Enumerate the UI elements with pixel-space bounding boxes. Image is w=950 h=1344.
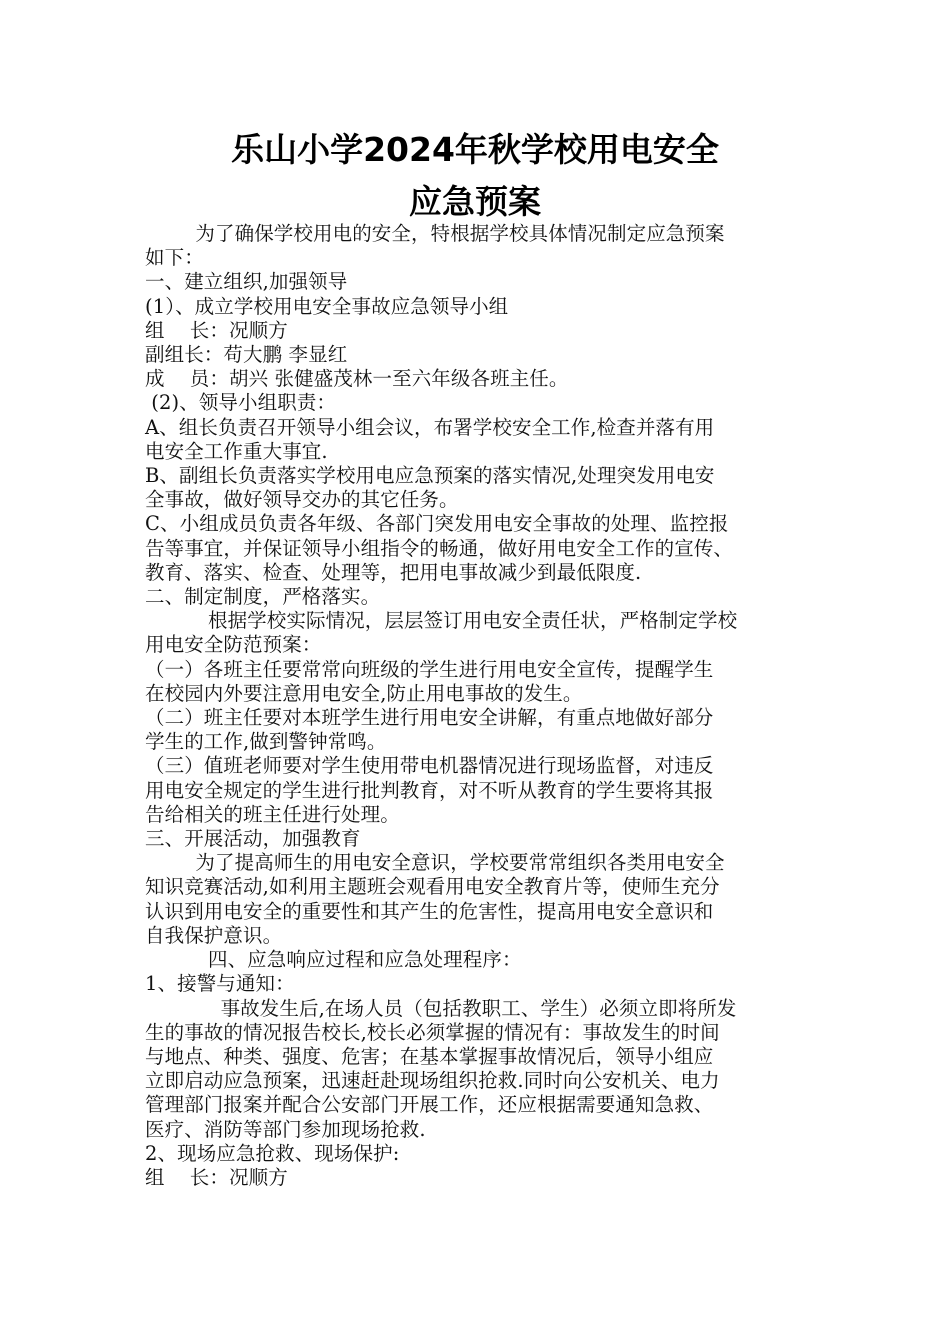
body-line: 认识到用电安全的重要性和其产生的危害性，提高用电安全意识和 <box>145 899 714 923</box>
body-line: 事故发生后,在场人员（包括教职工、学生）必须立即将所发 <box>145 996 737 1020</box>
body-line: 用电安全防范预案： <box>145 633 322 657</box>
body-line: 组 长：况顺方 <box>145 1165 288 1189</box>
body-line: （二）班主任要对本班学生进行用电安全讲解，有重点地做好部分 <box>145 706 714 730</box>
document-title-line2: 应急预案 <box>409 182 541 221</box>
body-line: 如下： <box>145 246 204 270</box>
body-line: 与地点、种类、强度、危害；在基本掌握事故情况后，领导小组应 <box>145 1044 714 1068</box>
body-line: 自我保护意识。 <box>145 923 283 947</box>
body-line: 知识竞赛活动,如利用主题班会观看用电安全教育片等，使师生充分 <box>145 875 720 899</box>
body-line: 为了确保学校用电的安全，特根据学校具体情况制定应急预案 <box>145 222 725 245</box>
body-line: (2)、领导小组职责： <box>145 391 337 415</box>
body-line: A、组长负责召开领导小组会议，布署学校安全工作,检查并落有用 <box>145 415 715 439</box>
document-body <box>145 222 805 1190</box>
body-line: 组 长：况顺方 <box>145 318 288 342</box>
body-line: 一、建立组织,加强领导 <box>145 270 348 294</box>
body-line: 四、应急响应过程和应急处理程序： <box>145 948 522 972</box>
body-line: C、小组成员负责各年级、各部门突发用电安全事故的处理、监控报 <box>145 512 729 536</box>
body-line: 立即启动应急预案，迅速赶赴现场组织抢救.同时向公安机关、电力 <box>145 1069 720 1093</box>
body-line: 学生的工作,做到警钟常鸣。 <box>145 730 387 754</box>
body-line: 三、开展活动，加强教育 <box>145 827 361 851</box>
body-line: 二、制定制度，严格落实。 <box>145 585 381 609</box>
body-line: 生的事故的情况报告校长,校长必须掌握的情况有：事故发生的时间 <box>145 1020 720 1044</box>
body-line: 根据学校实际情况，层层签订用电安全责任状，严格制定学校 <box>145 609 738 633</box>
body-line: 教育、落实、检查、处理等，把用电事故减少到最低限度. <box>145 560 642 584</box>
body-line: 副组长：苟大鹏 李显红 <box>145 343 348 367</box>
document-title-line1: 乐山小学2024年秋学校用电安全 <box>231 130 719 169</box>
body-line: 1、接警与通知： <box>145 972 295 996</box>
body-line: 管理部门报案并配合公安部门开展工作，还应根据需要通知急救、 <box>145 1093 714 1117</box>
body-line: 成 员：胡兴 张健盛茂林一至六年级各班主任。 <box>145 367 569 391</box>
body-line: （三）值班老师要对学生使用带电机器情况进行现场监督，对违反 <box>145 754 714 778</box>
body-line: B、副组长负责落实学校用电应急预案的落实情况,处理突发用电安 <box>145 464 715 488</box>
body-line: 告给相关的班主任进行处理。 <box>145 802 400 826</box>
body-line: 医疗、消防等部门参加现场抢救. <box>145 1117 426 1141</box>
body-line: 电安全工作重大事宜. <box>145 439 328 463</box>
body-line: 用电安全规定的学生进行批判教育，对不听从教育的学生要将其报 <box>145 778 714 802</box>
body-line: 全事故，做好领导交办的其它任务。 <box>145 488 459 512</box>
body-line: 为了提高师生的用电安全意识，学校要常常组织各类用电安全 <box>145 851 725 875</box>
body-line: 告等事宜，并保证领导小组指令的畅通，做好用电安全工作的宣传、 <box>145 536 734 560</box>
body-line: 在校园内外要注意用电安全,防止用电事故的发生。 <box>145 681 583 705</box>
body-line: （一）各班主任要常常向班级的学生进行用电安全宣传，提醒学生 <box>145 657 714 681</box>
body-line: 2、现场应急抢救、现场保护: <box>145 1141 400 1165</box>
body-line: (1）、成立学校用电安全事故应急领导小组 <box>145 294 509 318</box>
